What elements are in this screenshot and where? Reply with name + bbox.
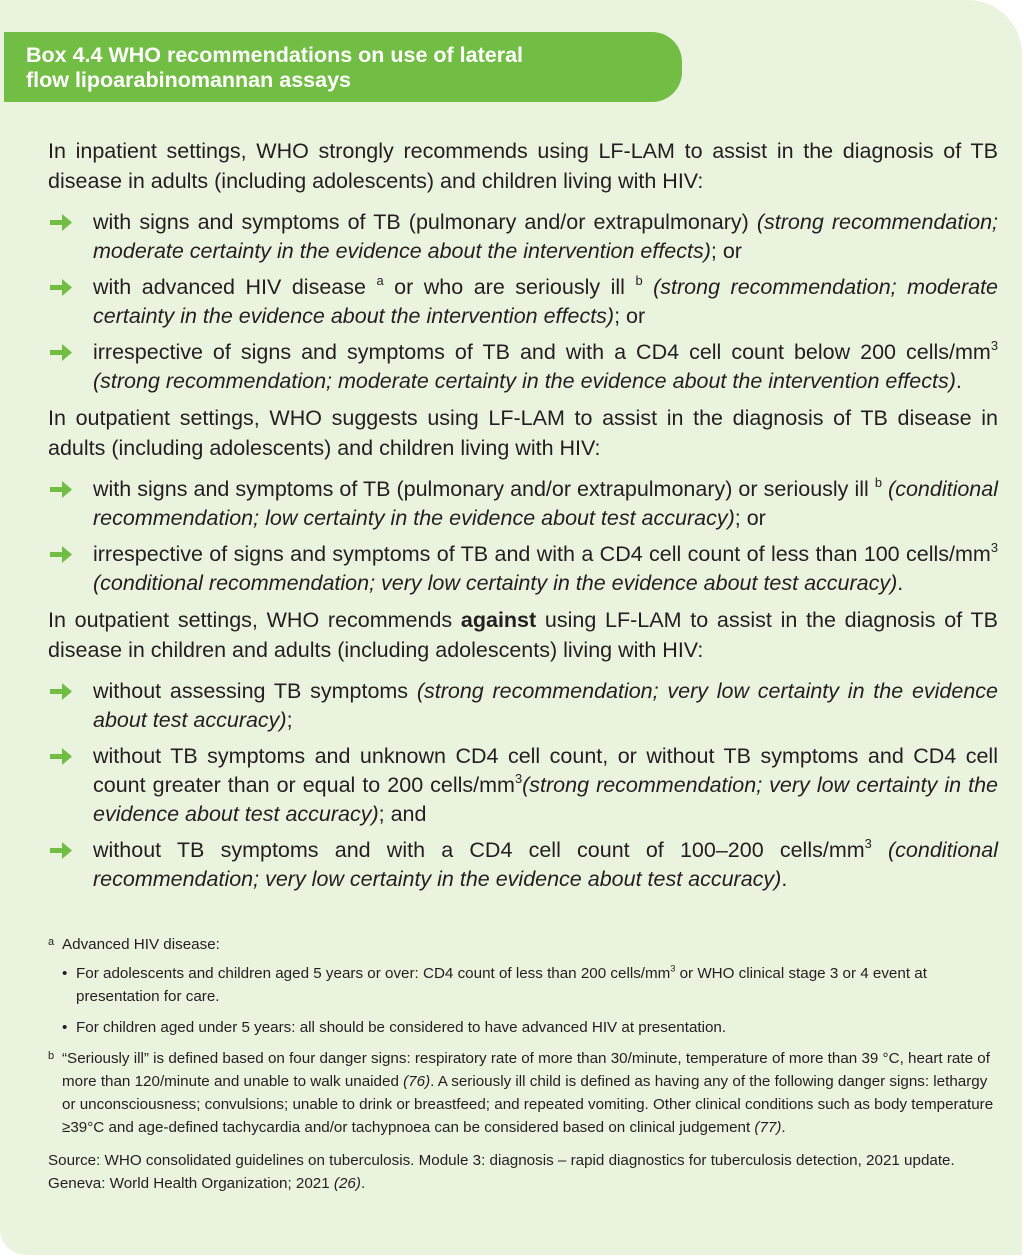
- footnote-b-text: “Seriously ill” is defined based on four danger signs: respiratory rate of more than 30/minute, temperature of more than 39 °C, heart rate of more than 120/minute and unable to walk unaided: [62, 1050, 990, 1090]
- item-tail: .: [781, 867, 788, 891]
- footnote-a: [48, 933, 998, 956]
- box-title-line-1: Box 4.4 WHO recommendations on use of lateral: [26, 43, 523, 67]
- source-note: [48, 1149, 998, 1195]
- source-tail: .: [360, 1175, 366, 1192]
- footnote-a-bullet: [48, 1016, 998, 1039]
- box-title-line-2: flow lipoarabinomannan assays: [26, 68, 351, 92]
- footnote-ref-a: a: [376, 272, 384, 288]
- list-item: [48, 677, 998, 735]
- item-text: without TB symptoms and with a CD4 cell count of 100–200 cells/mm: [93, 838, 865, 862]
- superscript: 3: [514, 770, 523, 786]
- item-tail: ;: [286, 708, 293, 732]
- box-content: [48, 136, 998, 901]
- intro-text-2: using LF-LAM to assist in the diagnosis of TB disease in children and adults (including adolescents) living with HIV:: [48, 608, 998, 662]
- item-tail: .: [897, 571, 904, 595]
- arrow-right-icon: [50, 214, 72, 231]
- footnote-marker-b: b: [48, 1050, 55, 1062]
- bullet-text: For children aged under 5 years: all should be considered to have advanced HIV at presentation.: [76, 1019, 727, 1036]
- arrow-right-icon: [50, 842, 72, 859]
- superscript: 3: [990, 337, 998, 353]
- outpatient-suggest-intro: In outpatient settings, WHO suggests using LF-LAM to assist in the diagnosis of TB disease in adults (including adolescents) and children living with HIV:: [48, 406, 998, 460]
- item-text: without TB symptoms and unknown CD4 cell count, or without TB symptoms and CD4 cell count greater than or equal to 200 cells/mm: [93, 744, 998, 797]
- footnote-b: [48, 1047, 998, 1139]
- arrow-right-icon: [50, 748, 72, 765]
- inpatient-intro: In inpatient settings, WHO strongly recommends using LF-LAM to assist in the diagnosis of TB disease in adults (including adolescents) and children living with HIV:: [48, 139, 998, 193]
- superscript: 3: [990, 539, 998, 555]
- outpatient-suggest-list: [48, 475, 998, 598]
- list-item: [48, 742, 998, 829]
- bullet-dot: •: [62, 965, 68, 982]
- item-grade: (strong recommendation; very low certainty in the evidence about test accuracy): [93, 773, 998, 826]
- list-item: [48, 273, 998, 331]
- footnote-marker-a: a: [48, 936, 55, 948]
- item-grade: (conditional recommendation; very low certainty in the evidence about test accuracy): [93, 571, 898, 595]
- citation-ref: (26): [333, 1175, 361, 1192]
- outpatient-against-list: [48, 677, 998, 894]
- against-emphasis: against: [460, 608, 537, 632]
- item-grade: (conditional recommendation; low certainty in the evidence about test accuracy): [93, 477, 998, 530]
- item-text: irrespective of signs and symptoms of TB and with a CD4 cell count below 200 cells/mm: [93, 340, 991, 364]
- box-title: [4, 32, 682, 102]
- bullet-dot: •: [62, 1019, 68, 1036]
- item-text: with advanced HIV disease: [93, 275, 377, 299]
- inpatient-list: [48, 208, 998, 396]
- item-text-2: or who are seriously ill: [383, 275, 636, 299]
- list-item: [48, 475, 998, 533]
- arrow-right-icon: [50, 481, 72, 498]
- footnote-ref-b: b: [635, 272, 643, 288]
- item-grade: (conditional recommendation; very low certainty in the evidence about test accuracy): [93, 838, 998, 891]
- item-tail: .: [955, 369, 962, 393]
- item-text: with signs and symptoms of TB (pulmonary and/or extrapulmonary) or seriously ill: [93, 477, 875, 501]
- bullet-text-2: or WHO clinical stage 3 or 4 event at presentation for care.: [76, 965, 927, 1005]
- footnote-ref-b: b: [874, 474, 882, 490]
- footnote-b-text-2: . A seriously ill child is defined as having any of the following danger signs: lethargy or unconsciousness; convulsions; unable to drink or breastfeed; and repeated vomiting. Other clinical conditions such as body temperature ≥39°C and age-defined tachycardia and/or tachypnoea can be considered based on clinical judgement: [62, 1073, 994, 1136]
- outpatient-against-intro: [48, 605, 998, 665]
- item-text: without assessing TB symptoms: [93, 679, 417, 703]
- item-tail: ; or: [710, 239, 742, 263]
- item-grade: (strong recommendation; very low certainty in the evidence about test accuracy): [93, 679, 999, 732]
- list-item: [48, 836, 998, 894]
- arrow-right-icon: [50, 344, 72, 361]
- footnotes: [48, 933, 998, 1195]
- arrow-right-icon: [50, 546, 72, 563]
- list-item: [48, 208, 998, 266]
- item-text: irrespective of signs and symptoms of TB and with a CD4 cell count of less than 100 cells/mm: [93, 542, 991, 566]
- footnote-b-tail: .: [781, 1119, 786, 1136]
- citation-ref: (77): [754, 1119, 782, 1136]
- arrow-right-icon: [50, 279, 72, 296]
- item-tail: ; or: [614, 304, 646, 328]
- item-grade: (strong recommendation; moderate certainty in the evidence about the intervention effects): [93, 369, 956, 393]
- list-item: [48, 540, 998, 598]
- superscript: 3: [670, 963, 676, 974]
- superscript: 3: [864, 835, 872, 851]
- footnote-a-heading: Advanced HIV disease:: [62, 936, 220, 953]
- item-text: with signs and symptoms of TB (pulmonary and/or extrapulmonary): [93, 210, 757, 234]
- list-item: [48, 338, 998, 396]
- source-text: Source: WHO consolidated guidelines on tuberculosis. Module 3: diagnosis – rapid diagnostics for tuberculosis detection, 2021 update. Geneva: World Health Organization; 2021: [48, 1152, 955, 1192]
- item-tail: ; or: [734, 506, 766, 530]
- item-grade: (strong recommendation; moderate certainty in the evidence about the intervention effects): [93, 275, 998, 328]
- bullet-text: For adolescents and children aged 5 years or over: CD4 count of less than 200 cells/mm: [76, 965, 671, 982]
- citation-ref: (76): [403, 1073, 431, 1090]
- intro-text: In outpatient settings, WHO recommends: [48, 608, 461, 632]
- item-grade: (strong recommendation; moderate certainty in the evidence about the intervention effects): [93, 210, 999, 263]
- item-tail: ; and: [378, 802, 427, 826]
- arrow-right-icon: [50, 683, 72, 700]
- footnote-a-bullet: [48, 962, 998, 1008]
